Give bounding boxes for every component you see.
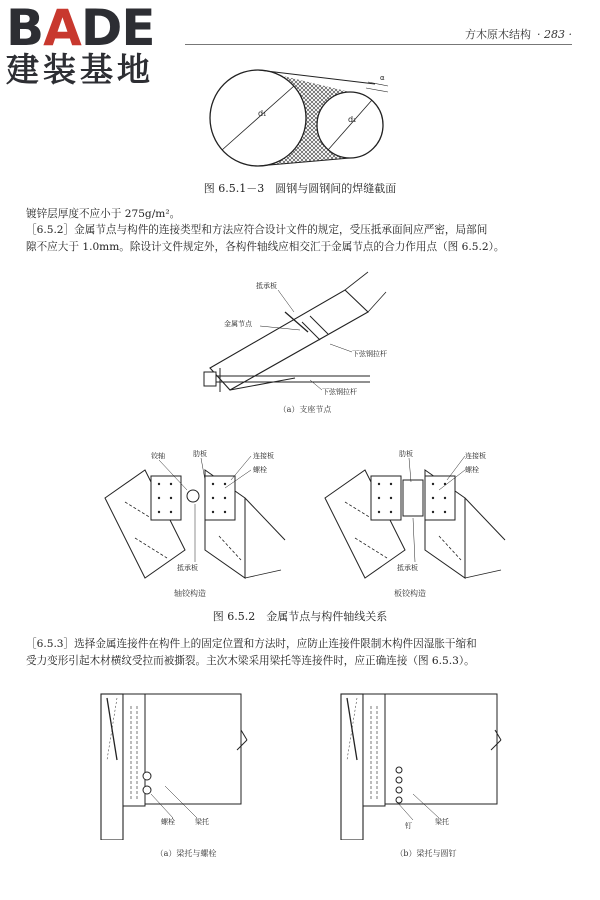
label-bolt-left: 螺栓 bbox=[253, 466, 267, 474]
running-head-title: 方木原木结构 bbox=[465, 28, 532, 41]
label-bearing-plate-left: 抵承板 bbox=[177, 564, 198, 572]
clause-653 bbox=[26, 636, 574, 669]
logo-chinese: 建装基地 bbox=[6, 50, 154, 89]
label-alpha: α bbox=[380, 74, 385, 82]
label-bolt-right: 螺栓 bbox=[465, 466, 479, 474]
label-bearing-plate: 抵承板 bbox=[256, 282, 277, 290]
page-number: · 283 · bbox=[537, 28, 572, 41]
label-beam-hanger-b: 梁托 bbox=[435, 818, 449, 826]
clause-number: ［6.5.2］ bbox=[26, 224, 75, 236]
figure-caption-6513: 图 6.5.1－3 圆钢与圆钢间的焊缝截面 bbox=[203, 182, 397, 195]
clause-line: 隙不应大于 1.0mm。除设计文件规定外，各构件轴线应相交汇于金属节点的合力作用点（图 6.5.2）。 bbox=[26, 240, 505, 253]
subcaption-support-node: （a）支座节点 bbox=[278, 405, 332, 414]
paragraph-zinc: 镀锌层厚度不应小于 275g/m²。 bbox=[26, 208, 181, 220]
subcaption-axis-hinge: 轴铰构造 bbox=[174, 589, 206, 598]
label-rib-right: 肋板 bbox=[399, 450, 413, 458]
figure-support-node bbox=[190, 268, 410, 398]
figure-beam-hanger-nail bbox=[335, 690, 505, 840]
label-bearing-plate-right: 抵承板 bbox=[397, 564, 418, 572]
label-lower-chord-steel-2: 下弦钢拉杆 bbox=[322, 388, 357, 396]
figure-hinge-right bbox=[315, 440, 515, 580]
label-d1-right: d₁ bbox=[348, 115, 357, 124]
clause-652 bbox=[26, 222, 574, 255]
running-head bbox=[465, 26, 572, 42]
header-rule bbox=[185, 44, 572, 45]
figure-round-steel-weld bbox=[200, 62, 410, 172]
figure-beam-hanger-bolt bbox=[95, 690, 265, 840]
label-rib-left: 肋板 bbox=[193, 450, 207, 458]
label-hinge-axis: 铰轴 bbox=[151, 452, 165, 460]
label-nail: 钉 bbox=[405, 822, 412, 830]
clause-line: 选择金属连接件在构件上的固定位置和方法时，应防止连接件限制木构件因湿胀干缩和 bbox=[74, 638, 477, 650]
subcaption-plate-hinge: 板铰构造 bbox=[394, 589, 426, 598]
clause-line: 金属节点与构件的连接类型和方法应符合设计文件的规定，受压抵承面间应严密，局部间 bbox=[74, 224, 488, 236]
label-bolt: 螺栓 bbox=[161, 818, 175, 826]
label-beam-hanger-a: 梁托 bbox=[195, 818, 209, 826]
label-lower-chord-steel: 下弦钢拉杆 bbox=[352, 350, 387, 358]
label-conn-plate-right: 连接板 bbox=[465, 452, 486, 460]
brand-logo bbox=[6, 2, 178, 88]
label-d1-left: d₁ bbox=[258, 109, 267, 118]
subcaption-hanger-nail: （b）梁托与圆钉 bbox=[395, 849, 457, 858]
label-metal-node: 金属节点 bbox=[224, 320, 252, 328]
logo-wordmark: BADE bbox=[6, 0, 155, 57]
clause-number: ［6.5.3］ bbox=[26, 638, 75, 650]
label-conn-plate-left: 连接板 bbox=[253, 452, 274, 460]
figure-hinge-left bbox=[95, 440, 295, 580]
clause-line: 受力变形引起木材横纹受拉而被撕裂。主次木梁采用梁托等连接件时，应正确连接（图 6.5.3）。 bbox=[26, 654, 475, 667]
figure-caption-652: 图 6.5.2 金属节点与构件轴线关系 bbox=[212, 610, 388, 623]
subcaption-hanger-bolt: （a）梁托与螺栓 bbox=[155, 849, 217, 858]
